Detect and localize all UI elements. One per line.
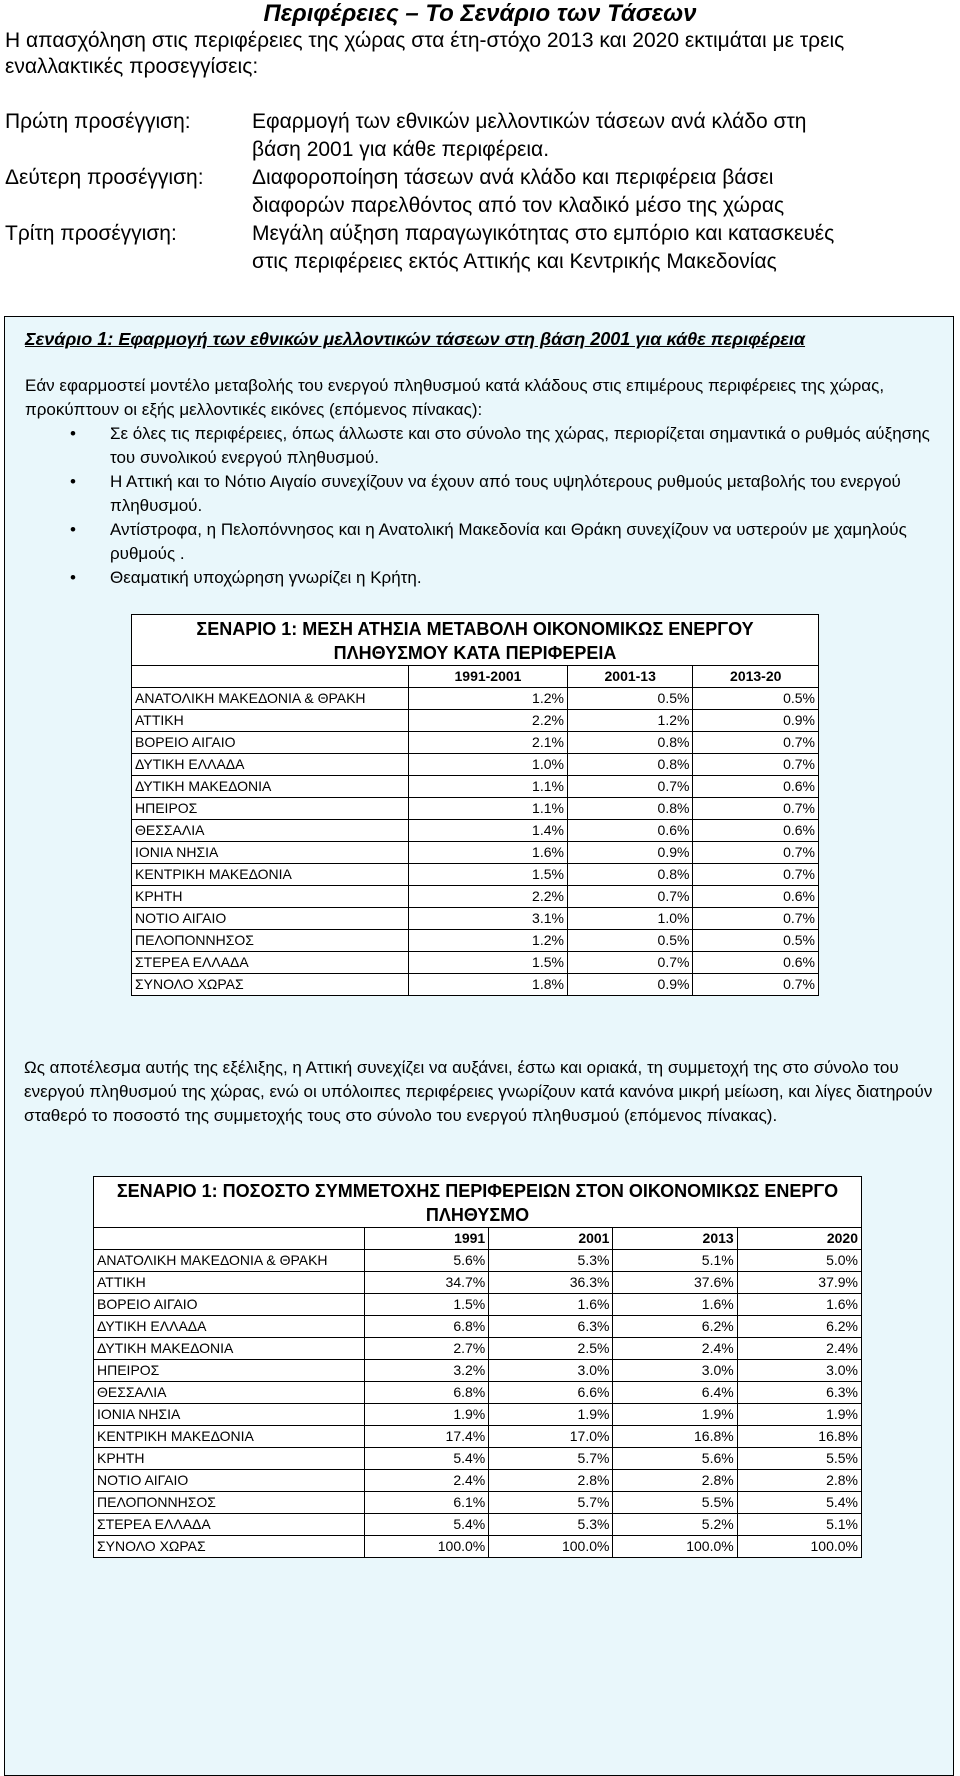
- table-cell: 1.9%: [489, 1404, 613, 1426]
- table-cell: 3.2%: [365, 1360, 489, 1382]
- scenario-heading: Σενάριο 1: Εφαρμογή των εθνικών μελλοντικών τάσεων στη βάση 2001 για κάθε περιφέρεια: [25, 329, 806, 349]
- table-cell: 1.2%: [409, 688, 568, 710]
- table-row: [94, 1250, 862, 1272]
- table-cell: 100.0%: [365, 1536, 489, 1558]
- table-cell: 1.8%: [409, 974, 568, 996]
- table-cell: 1.6%: [737, 1294, 861, 1316]
- region-name: ΗΠΕΙΡΟΣ: [94, 1360, 365, 1382]
- table-cell: 1.2%: [567, 710, 693, 732]
- approach-2: [0, 164, 960, 220]
- approach-text: διαφορών παρελθόντος από τον κλαδικό μέσο της χώρας: [252, 194, 785, 217]
- table-cell: 5.3%: [489, 1250, 613, 1272]
- scenario-paragraph-2: Ως αποτέλεσμα αυτής της εξέλιξης, η Αττική συνεχίζει να αυξάνει, έστω και οριακά, τη συμμετοχή της στο σύνολο του ενεργού πληθυσμού της χώρας, ενώ οι υπόλοιπες περιφέρειες γνωρίζουν κατά κανόνα μικρή μείωση, και λίγες διατηρούν σταθερό το ποσοστό της συμμετοχής τους στο σύνολο του ενεργού πληθυσμού (επόμενος πίνακας).: [24, 1058, 933, 1125]
- table-cell: 0.9%: [567, 842, 693, 864]
- region-name: ΚΕΝΤΡΙΚΗ ΜΑΚΕΔΟΝΙΑ: [94, 1426, 365, 1448]
- table-cell: 5.0%: [737, 1250, 861, 1272]
- region-name: ΗΠΕΙΡΟΣ: [132, 798, 409, 820]
- table-cell: 1.6%: [489, 1294, 613, 1316]
- table-cell: 1.9%: [737, 1404, 861, 1426]
- table-row: [94, 1272, 862, 1294]
- table-cell: 16.8%: [613, 1426, 737, 1448]
- region-name: ΘΕΣΣΑΛΙΑ: [132, 820, 409, 842]
- table-cell: 0.7%: [567, 886, 693, 908]
- table-row: [132, 710, 819, 732]
- table-cell: 0.7%: [693, 864, 819, 886]
- region-name: ΚΕΝΤΡΙΚΗ ΜΑΚΕΔΟΝΙΑ: [132, 864, 409, 886]
- table-cell: 0.6%: [693, 952, 819, 974]
- table-row: [132, 908, 819, 930]
- table-cell: 5.6%: [613, 1448, 737, 1470]
- table-row: [132, 952, 819, 974]
- approach-text: Μεγάλη αύξηση παραγωγικότητας στο εμπόριο και κατασκευές: [252, 222, 835, 245]
- table-cell: 0.8%: [567, 732, 693, 754]
- region-name: ΘΕΣΣΑΛΙΑ: [94, 1382, 365, 1404]
- table-cell: 6.2%: [737, 1316, 861, 1338]
- table-row: [94, 1470, 862, 1492]
- table-cell: 1.5%: [409, 952, 568, 974]
- approach-label: Τρίτη προσέγγιση:: [5, 222, 177, 245]
- table-row: [132, 930, 819, 952]
- table-cell: 0.7%: [693, 798, 819, 820]
- table-cell: 1.6%: [409, 842, 568, 864]
- table-row: [132, 798, 819, 820]
- table-cell: 1.2%: [409, 930, 568, 952]
- page-header: [0, 0, 960, 276]
- table-caption: ΣΕΝΑΡΙΟ 1: ΠΟΣΟΣΤΟ ΣΥΜΜΕΤΟΧΗΣ ΠΕΡΙΦΕΡΕΙΩΝ ΣΤΟΝ ΟΙΚΟΝΟΜΙΚΩΣ ΕΝΕΡΓΟ ΠΛΗΘΥΣΜΟ: [94, 1177, 862, 1228]
- bullet-item: • Θεαματική υποχώρηση γνωρίζει η Κρήτη.: [90, 566, 953, 590]
- approaches-list: [0, 108, 960, 276]
- table-cell: 0.5%: [567, 930, 693, 952]
- table-cell: 6.2%: [613, 1316, 737, 1338]
- region-name: ΝΟΤΙΟ ΑΙΓΑΙΟ: [94, 1470, 365, 1492]
- table-cell: 5.1%: [737, 1514, 861, 1536]
- approach-1: [0, 108, 960, 164]
- table-row: [94, 1404, 862, 1426]
- region-name: ΣΤΕΡΕΑ ΕΛΛΑΔΑ: [132, 952, 409, 974]
- table-cell: 3.0%: [613, 1360, 737, 1382]
- bullet-item: • Η Αττική και το Νότιο Αιγαίο συνεχίζουν να έχουν από τους υψηλότερους ρυθμούς μεταβολής του ενεργού πληθυσμού.: [90, 470, 953, 518]
- table-cell: 2.7%: [365, 1338, 489, 1360]
- approach-text: στις περιφέρειες εκτός Αττικής και Κεντρικής Μακεδονίας: [252, 250, 777, 273]
- table-cell: 0.9%: [693, 710, 819, 732]
- table-row: [94, 1382, 862, 1404]
- table-cell: 100.0%: [613, 1536, 737, 1558]
- scenario-bullets: [5, 422, 953, 590]
- approach-text: Εφαρμογή των εθνικών μελλοντικών τάσεων ανά κλάδο στη: [252, 110, 807, 133]
- table-annual-change: [131, 614, 819, 996]
- table-cell: 17.4%: [365, 1426, 489, 1448]
- table-cell: 37.9%: [737, 1272, 861, 1294]
- approach-label: Πρώτη προσέγγιση:: [5, 110, 191, 133]
- table-cell: 0.9%: [567, 974, 693, 996]
- approach-text: Διαφοροποίηση τάσεων ανά κλάδο και περιφέρεια βάσει: [252, 166, 774, 189]
- bullet-item: • Σε όλες τις περιφέρειες, όπως άλλωστε και στο σύνολο της χώρας, περιορίζεται σημαντικά ο ρυθμός αύξησης του συνολικού ενεργού πληθυσμού.: [90, 422, 953, 470]
- table-cell: 2.2%: [409, 710, 568, 732]
- table-cell: 6.8%: [365, 1316, 489, 1338]
- table-cell: 0.8%: [567, 864, 693, 886]
- approach-label: Δεύτερη προσέγγιση:: [5, 166, 204, 189]
- column-header: 1991: [365, 1228, 489, 1250]
- table-cell: 5.7%: [489, 1492, 613, 1514]
- table-cell: 2.4%: [613, 1338, 737, 1360]
- region-name: ΒΟΡΕΙΟ ΑΙΓΑΙΟ: [94, 1294, 365, 1316]
- table-cell: 6.8%: [365, 1382, 489, 1404]
- table-cell: 5.5%: [737, 1448, 861, 1470]
- approach-3: [0, 220, 960, 276]
- table-cell: 0.5%: [567, 688, 693, 710]
- table-row: [94, 1536, 862, 1558]
- region-name: ΣΤΕΡΕΑ ΕΛΛΑΔΑ: [94, 1514, 365, 1536]
- intro-text: Η απασχόληση στις περιφέρειες της χώρας στα έτη-στόχο 2013 και 2020 εκτιμάται με τρεις εναλλακτικές προσεγγίσεις:: [5, 29, 845, 78]
- region-name: ΑΤΤΙΚΗ: [94, 1272, 365, 1294]
- table-row: [94, 1360, 862, 1382]
- table-cell: 2.5%: [489, 1338, 613, 1360]
- scenario-paragraph: Εάν εφαρμοστεί μοντέλο μεταβολής του ενεργού πληθυσμού κατά κλάδους στις επιμέρους περιφέρειες της χώρας, προκύπτουν οι εξής μελλοντικές εικόνες (επόμενος πίνακας):: [25, 376, 885, 419]
- approach-text: βάση 2001 για κάθε περιφέρεια.: [252, 138, 550, 161]
- table-cell: 2.4%: [365, 1470, 489, 1492]
- table-cell: 0.7%: [567, 952, 693, 974]
- table-cell: 6.6%: [489, 1382, 613, 1404]
- region-name: ΙΟΝΙΑ ΝΗΣΙΑ: [132, 842, 409, 864]
- table-cell: 2.8%: [613, 1470, 737, 1492]
- table-cell: 6.3%: [737, 1382, 861, 1404]
- column-header: 2013: [613, 1228, 737, 1250]
- region-name: ΑΝΑΤΟΛΙΚΗ ΜΑΚΕΔΟΝΙΑ & ΘΡΑΚΗ: [132, 688, 409, 710]
- region-name: ΔΥΤΙΚΗ ΜΑΚΕΔΟΝΙΑ: [94, 1338, 365, 1360]
- column-header: 1991-2001: [409, 666, 568, 688]
- table-row: [132, 776, 819, 798]
- region-name: ΔΥΤΙΚΗ ΕΛΛΑΔΑ: [132, 754, 409, 776]
- table-cell: 5.4%: [365, 1448, 489, 1470]
- table-row: [132, 688, 819, 710]
- region-name: ΣΥΝΟΛΟ ΧΩΡΑΣ: [132, 974, 409, 996]
- table-row: [94, 1338, 862, 1360]
- table-row: [132, 974, 819, 996]
- table-body: [132, 688, 819, 996]
- table-row: [132, 886, 819, 908]
- table-cell: 0.7%: [693, 974, 819, 996]
- region-name: ΒΟΡΕΙΟ ΑΙΓΑΙΟ: [132, 732, 409, 754]
- table-cell: 1.5%: [365, 1294, 489, 1316]
- table-cell: 2.4%: [737, 1338, 861, 1360]
- region-name: ΔΥΤΙΚΗ ΕΛΛΑΔΑ: [94, 1316, 365, 1338]
- table-cell: 0.6%: [693, 776, 819, 798]
- region-name: ΔΥΤΙΚΗ ΜΑΚΕΔΟΝΙΑ: [132, 776, 409, 798]
- table-cell: 0.7%: [693, 908, 819, 930]
- table-cell: 0.7%: [693, 842, 819, 864]
- table-cell: 0.8%: [567, 798, 693, 820]
- table-cell: 100.0%: [489, 1536, 613, 1558]
- table-cell: 1.9%: [365, 1404, 489, 1426]
- table-cell: 1.5%: [409, 864, 568, 886]
- region-name: ΠΕΛΟΠΟΝΝΗΣΟΣ: [132, 930, 409, 952]
- table-cell: 5.5%: [613, 1492, 737, 1514]
- table-cell: 16.8%: [737, 1426, 861, 1448]
- table-row: [94, 1426, 862, 1448]
- table-cell: 0.5%: [693, 930, 819, 952]
- table-cell: 6.1%: [365, 1492, 489, 1514]
- table-cell: 6.4%: [613, 1382, 737, 1404]
- page-title: Περιφέρειες – Το Σενάριο των Τάσεων: [263, 0, 697, 27]
- table-cell: 36.3%: [489, 1272, 613, 1294]
- table-cell: 0.5%: [693, 688, 819, 710]
- table-cell: 17.0%: [489, 1426, 613, 1448]
- table-cell: 100.0%: [737, 1536, 861, 1558]
- column-header: 2001: [489, 1228, 613, 1250]
- table-cell: 34.7%: [365, 1272, 489, 1294]
- table-row: [94, 1294, 862, 1316]
- column-header-blank: [94, 1228, 365, 1250]
- table-row: [132, 820, 819, 842]
- table-cell: 1.6%: [613, 1294, 737, 1316]
- region-name: ΙΟΝΙΑ ΝΗΣΙΑ: [94, 1404, 365, 1426]
- table-cell: 2.8%: [489, 1470, 613, 1492]
- table-cell: 5.7%: [489, 1448, 613, 1470]
- table-row: [94, 1514, 862, 1536]
- table-cell: 6.3%: [489, 1316, 613, 1338]
- region-name: ΣΥΝΟΛΟ ΧΩΡΑΣ: [94, 1536, 365, 1558]
- region-name: ΚΡΗΤΗ: [132, 886, 409, 908]
- table-body: [94, 1250, 862, 1558]
- table-row: [94, 1448, 862, 1470]
- table-cell: 0.7%: [567, 776, 693, 798]
- column-header: 2013-20: [693, 666, 819, 688]
- table-cell: 5.4%: [365, 1514, 489, 1536]
- column-header-blank: [132, 666, 409, 688]
- table-cell: 37.6%: [613, 1272, 737, 1294]
- table-cell: 0.6%: [693, 886, 819, 908]
- table-cell: 5.4%: [737, 1492, 861, 1514]
- region-name: ΚΡΗΤΗ: [94, 1448, 365, 1470]
- table-cell: 1.1%: [409, 798, 568, 820]
- region-name: ΝΟΤΙΟ ΑΙΓΑΙΟ: [132, 908, 409, 930]
- table-cell: 0.8%: [567, 754, 693, 776]
- table-row: [132, 864, 819, 886]
- table-cell: 5.3%: [489, 1514, 613, 1536]
- table-cell: 2.1%: [409, 732, 568, 754]
- table-cell: 0.7%: [693, 754, 819, 776]
- table-cell: 2.2%: [409, 886, 568, 908]
- table-cell: 3.1%: [409, 908, 568, 930]
- table-cell: 5.6%: [365, 1250, 489, 1272]
- table-cell: 3.0%: [737, 1360, 861, 1382]
- table-cell: 1.9%: [613, 1404, 737, 1426]
- table-caption: ΣΕΝΑΡΙΟ 1: ΜΕΣΗ ΑΤΗΣΙΑ ΜΕΤΑΒΟΛΗ ΟΙΚΟΝΟΜΙΚΩΣ ΕΝΕΡΓΟΥ ΠΛΗΘΥΣΜΟΥ ΚΑΤΑ ΠΕΡΙΦΕΡΕΙΑ: [132, 615, 819, 666]
- table-row: [132, 732, 819, 754]
- region-name: ΠΕΛΟΠΟΝΝΗΣΟΣ: [94, 1492, 365, 1514]
- column-header: 2001-13: [567, 666, 693, 688]
- table-cell: 1.1%: [409, 776, 568, 798]
- table-cell: 0.6%: [567, 820, 693, 842]
- table-cell: 0.6%: [693, 820, 819, 842]
- table-row: [132, 754, 819, 776]
- region-name: ΑΝΑΤΟΛΙΚΗ ΜΑΚΕΔΟΝΙΑ & ΘΡΑΚΗ: [94, 1250, 365, 1272]
- table-row: [132, 842, 819, 864]
- table-row: [94, 1316, 862, 1338]
- bullet-item: • Αντίστροφα, η Πελοπόννησος και η Ανατολική Μακεδονία και Θράκη συνεχίζουν να υστερούν με χαμηλούς ρυθμούς .: [90, 518, 953, 566]
- table-cell: 5.2%: [613, 1514, 737, 1536]
- table-cell: 1.4%: [409, 820, 568, 842]
- table-cell: 0.7%: [693, 732, 819, 754]
- table-cell: 3.0%: [489, 1360, 613, 1382]
- column-header: 2020: [737, 1228, 861, 1250]
- table-cell: 1.0%: [567, 908, 693, 930]
- table-share: [93, 1176, 862, 1558]
- table-row: [94, 1492, 862, 1514]
- table-cell: 2.8%: [737, 1470, 861, 1492]
- table-cell: 1.0%: [409, 754, 568, 776]
- table-cell: 5.1%: [613, 1250, 737, 1272]
- region-name: ΑΤΤΙΚΗ: [132, 710, 409, 732]
